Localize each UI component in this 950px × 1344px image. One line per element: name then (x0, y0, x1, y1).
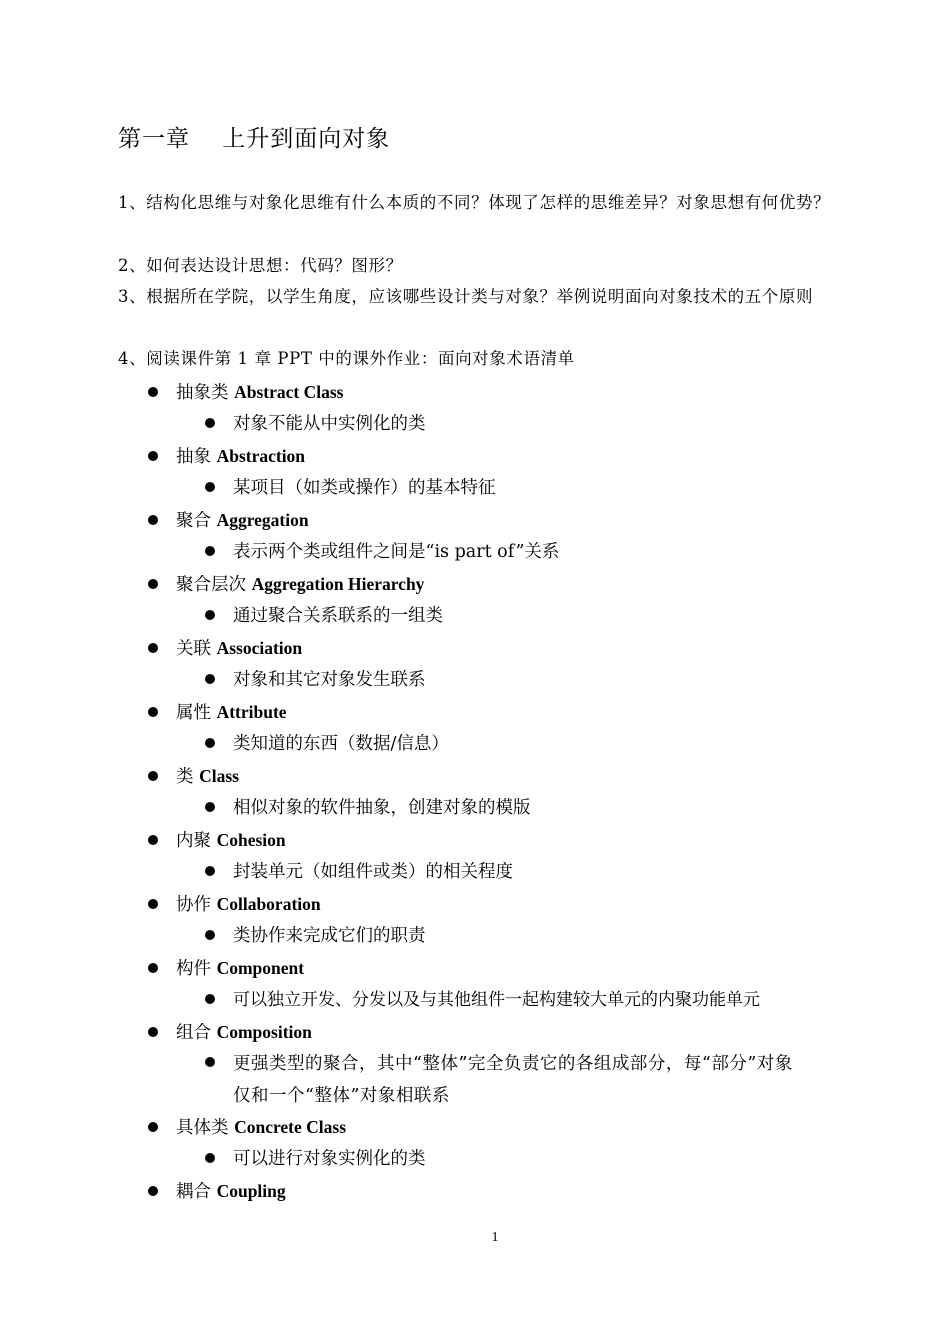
bullet-icon (205, 930, 215, 940)
term-en: Association (216, 638, 303, 658)
term-item (148, 632, 302, 665)
term-zh: 聚合 (176, 511, 217, 531)
question-3: 3、根据所在学院，以学生角度，应该哪些设计类与对象？举例说明面向对象技术的五个原则 (118, 287, 814, 306)
term-description (205, 664, 426, 696)
term-description (205, 984, 760, 1016)
term-zh: 抽象类 (176, 383, 235, 403)
term-zh: 构件 (176, 959, 217, 979)
term-desc-text: 类知道的东西（数据/信息） (233, 734, 449, 754)
term-description (205, 1048, 805, 1112)
term-description (205, 600, 443, 632)
bullet-icon (148, 643, 158, 653)
bullet-icon (205, 994, 215, 1004)
bullet-icon (205, 1057, 215, 1067)
term-desc-text: 相似对象的软件抽象，创建对象的模版 (233, 798, 531, 818)
bullet-icon (205, 418, 215, 428)
term-en: Abstract Class (234, 382, 344, 402)
term-en: Composition (216, 1022, 312, 1042)
bullet-icon (148, 707, 158, 717)
term-zh: 聚合层次 (176, 575, 252, 595)
term-zh: 抽象 (176, 447, 217, 467)
term-zh: 协作 (176, 895, 217, 915)
question-2: 2、如何表达设计思想：代码？图形？ (118, 256, 403, 275)
term-desc-text: 可以进行对象实例化的类 (233, 1149, 426, 1169)
bullet-icon (205, 546, 215, 556)
term-item (148, 376, 343, 409)
term-description (205, 472, 496, 504)
term-en: Attribute (216, 702, 287, 722)
term-description (205, 856, 513, 888)
term-description (205, 1143, 426, 1175)
term-zh: 耦合 (176, 1182, 217, 1202)
term-item (148, 824, 286, 857)
bullet-icon (148, 387, 158, 397)
bullet-icon (205, 674, 215, 684)
term-desc-text: 可以独立开发、分发以及与其他组件一起构建较大单元的内聚功能单元 (233, 990, 760, 1010)
term-desc-text: 表示两个类或组件之间是“is part of”关系 (233, 542, 560, 562)
bullet-icon (205, 738, 215, 748)
term-item (148, 1016, 312, 1049)
term-en: Concrete Class (234, 1117, 347, 1137)
bullet-icon (148, 1122, 158, 1132)
term-item (148, 504, 309, 537)
bullet-icon (148, 835, 158, 845)
bullet-icon (205, 1153, 215, 1163)
term-desc-text: 某项目（如类或操作）的基本特征 (233, 478, 496, 498)
term-item (148, 1111, 346, 1144)
term-en: Abstraction (216, 446, 306, 466)
term-zh: 类 (176, 767, 200, 787)
term-zh: 内聚 (176, 831, 217, 851)
term-en: Aggregation (216, 510, 309, 530)
term-en: Cohesion (216, 830, 286, 850)
term-desc-text: 更强类型的聚合，其中“整体”完全负责它的各组成部分，每“部分”对象仅和一个“整体”对象相联系 (233, 1054, 793, 1106)
term-item (148, 1175, 286, 1208)
bullet-icon (148, 515, 158, 525)
term-zh: 组合 (176, 1023, 217, 1043)
bullet-icon (205, 802, 215, 812)
term-zh: 关联 (176, 639, 217, 659)
term-en: Class (199, 766, 239, 786)
term-item (148, 568, 424, 601)
term-item (148, 440, 305, 473)
bullet-icon (148, 1027, 158, 1037)
bullet-icon (148, 771, 158, 781)
bullet-icon (205, 610, 215, 620)
bullet-icon (148, 451, 158, 461)
term-desc-text: 对象和其它对象发生联系 (233, 670, 426, 690)
term-item (148, 952, 304, 985)
bullet-icon (205, 482, 215, 492)
term-en: Coupling (216, 1181, 286, 1201)
term-description (205, 408, 426, 440)
bullet-icon (148, 963, 158, 973)
term-en: Aggregation Hierarchy (251, 574, 425, 594)
term-desc-text: 封装单元（如组件或类）的相关程度 (233, 862, 513, 882)
term-item (148, 760, 239, 793)
term-desc-text: 通过聚合关系联系的一组类 (233, 606, 443, 626)
term-description (205, 920, 426, 952)
bullet-icon (148, 579, 158, 589)
term-desc-text: 类协作来完成它们的职责 (233, 926, 426, 946)
term-en: Collaboration (216, 894, 321, 914)
question-4: 4、阅读课件第 1 章 PPT 中的课外作业：面向对象术语清单 (118, 349, 575, 368)
term-item (148, 696, 287, 729)
question-1: 1、结构化思维与对象化思维有什么本质的不同？体现了怎样的思维差异？对象思想有何优势？ (118, 193, 831, 212)
term-description (205, 792, 531, 824)
term-desc-text: 对象不能从中实例化的类 (233, 414, 426, 434)
bullet-icon (148, 1186, 158, 1196)
term-zh: 属性 (176, 703, 217, 723)
term-item (148, 888, 321, 921)
term-description (205, 728, 449, 760)
page-number: 1 (491, 1230, 499, 1245)
term-en: Component (216, 958, 305, 978)
bullet-icon (148, 899, 158, 909)
term-description (205, 536, 559, 568)
bullet-icon (205, 866, 215, 876)
term-zh: 具体类 (176, 1118, 235, 1138)
chapter-title: 第一章 上升到面向对象 (118, 126, 391, 152)
